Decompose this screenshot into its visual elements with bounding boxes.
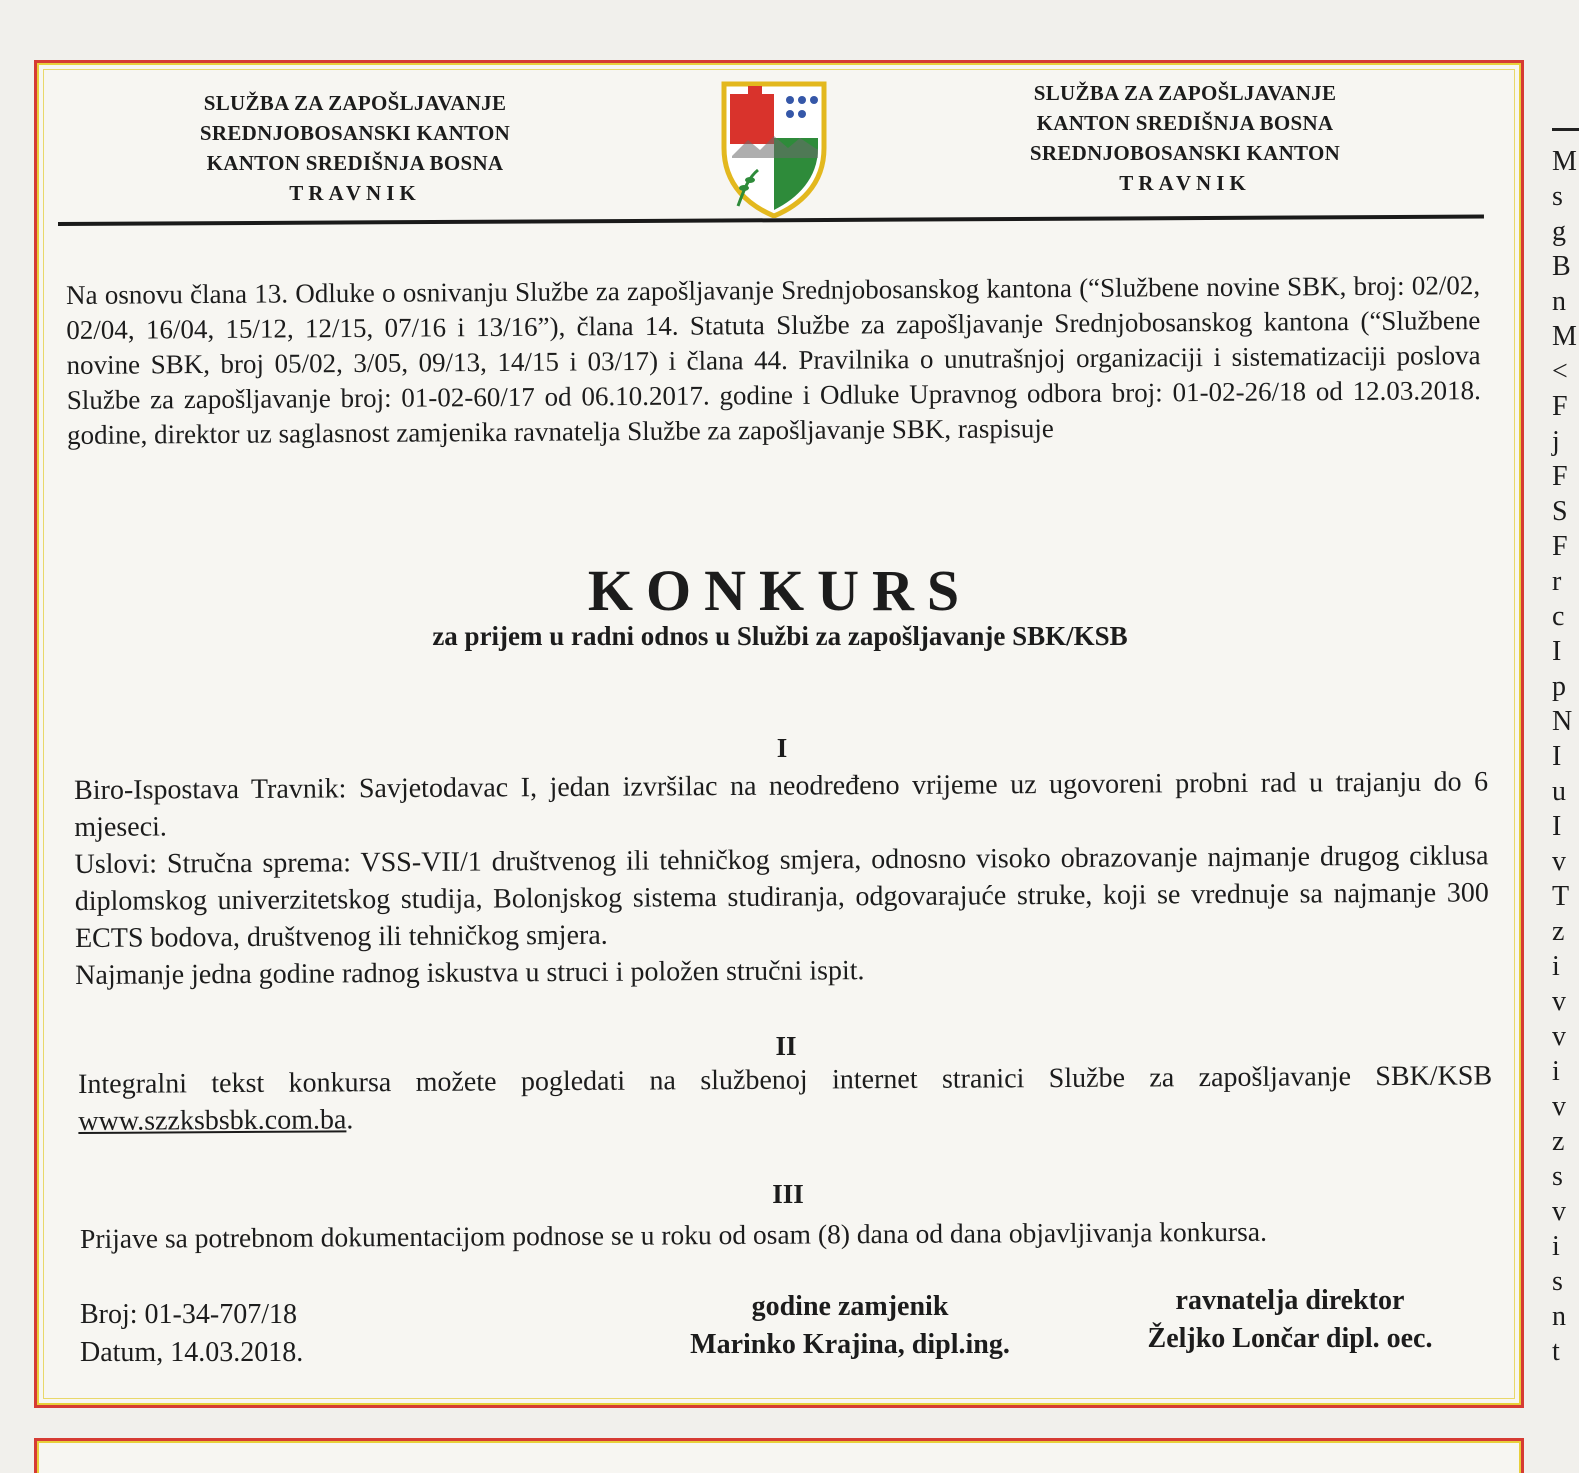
- section-2-body: [78, 1057, 1492, 1140]
- footer-reference: [80, 1296, 303, 1372]
- side-fragment-glyph: s: [1552, 1266, 1563, 1297]
- org-left-city: TRAVNIK: [289, 181, 421, 205]
- side-fragment-glyph: n: [1552, 286, 1566, 317]
- side-fragment-glyph: v: [1552, 1021, 1566, 1052]
- side-fragment-glyph: F: [1552, 461, 1568, 492]
- footer-mid-line-2: Marinko Krajina, dipl.ing.: [690, 1329, 1010, 1360]
- website-link[interactable]: www.szzksbsbk.com.ba: [78, 1104, 347, 1137]
- section-3-number: III: [772, 1179, 804, 1209]
- footer-right-line-2: Željko Lončar dipl. oec.: [1147, 1323, 1433, 1354]
- footer-signature-director: [1100, 1282, 1480, 1358]
- side-fragment-glyph: t: [1552, 1336, 1560, 1367]
- section-2-number: II: [775, 1031, 797, 1061]
- org-left-line-1: SLUŽBA ZA ZAPOŠLJAVANJE: [203, 91, 507, 115]
- canton-crest-icon: [718, 78, 830, 218]
- side-fragment-glyph: M: [1552, 146, 1577, 177]
- footer-datum: Datum, 14.03.2018.: [80, 1337, 304, 1368]
- footer-right-line-1: ravnatelja direktor: [1175, 1285, 1405, 1316]
- side-fragment-glyph: T: [1552, 881, 1570, 912]
- section-2-text: Integralni tekst konkursa možete pogledati na službenoj internet stranici Službe za zapošljavanje SBK/KSB: [78, 1060, 1493, 1100]
- side-fragment-glyph: <: [1552, 356, 1568, 387]
- side-fragment-glyph: N: [1552, 706, 1573, 737]
- side-fragment-glyph: v: [1552, 1196, 1566, 1227]
- side-fragment-glyph: S: [1552, 496, 1568, 527]
- org-right-city: TRAVNIK: [1119, 171, 1251, 195]
- side-fragment-glyph: g: [1552, 216, 1566, 247]
- side-fragment-glyph: B: [1552, 251, 1571, 282]
- side-fragment-glyph: u: [1552, 776, 1566, 807]
- section-1-position: Biro-Ispostava Travnik: Savjetodavac I, jedan izvršilac na neodređeno vrijeme uz ugovoreni probni rad u trajanju do 6 mjeseci.: [74, 766, 1489, 843]
- section-1-body: [74, 763, 1489, 994]
- side-fragment-glyph: i: [1552, 1231, 1560, 1262]
- section-1-conditions: Uslovi: Stručna sprema: VSS-VII/1 društvenog ili tehničkog smjera, odnosno visoko obrazovanje najmanje drugog ciklusa diplomskog univerzitetskog studija, Bolonjskog sistema studiranja, odgovarajuće struke, koji se vrednuje sa najmanje 300 ECTS bodova, društvenog ili tehničkog smjera.: [74, 840, 1489, 954]
- org-header-right: [985, 78, 1385, 198]
- org-right-line-2: KANTON SREDIŠNJA BOSNA: [1036, 111, 1334, 135]
- side-fragment-glyph: I: [1552, 741, 1562, 772]
- section-2-link-suffix: .: [346, 1104, 354, 1136]
- side-fragment-glyph: s: [1552, 1161, 1563, 1192]
- org-left-line-3: KANTON SREDIŠNJA BOSNA: [206, 151, 504, 175]
- org-header-left: [160, 88, 550, 208]
- section-2-text-wrap: [78, 1057, 1492, 1140]
- side-fragment-glyph: r: [1552, 566, 1562, 597]
- side-fragment-glyph: I: [1552, 811, 1562, 842]
- side-fragment-glyph: M: [1552, 321, 1577, 352]
- org-right-line-1: SLUŽBA ZA ZAPOŠLJAVANJE: [1033, 81, 1337, 105]
- side-fragment-glyph: z: [1552, 916, 1565, 947]
- side-fragment-glyph: s: [1552, 181, 1563, 212]
- intro-paragraph: Na osnovu člana 13. Odluke o osnivanju Službe za zapošljavanje Srednjobosanskog kantona (“Službene novine SBK, broj: 02/02, 02/04, 16/04, 15/12, 12/15, 07/16 i 13/16”), člana 14. Statuta Službe za zapošljavanje Srednjobosanskog kantona (“Službene novine SBK, broj 05/02, 3/05, 09/13, 14/15 i 03/17) i člana 44. Pravilnika o unutrašnjoj organizaciji i sistematizaciji poslova Službe za zapošljavanje broj: 01-02-60/17 od 06.10.2017. godine i Odluke Upravnog odbora broj: 01-02-26/18 od 12.03.2018. godine, direktor uz saglasnost zamjenika ravnatelja Službe za zapošljavanje SBK, raspisuje: [66, 270, 1481, 450]
- side-fragment-glyph: v: [1552, 1091, 1566, 1122]
- footer-signature-deputy: [640, 1288, 1060, 1364]
- side-fragment-glyph: p: [1552, 671, 1566, 702]
- section-1-number: I: [776, 733, 788, 763]
- side-fragment-glyph: F: [1552, 531, 1568, 562]
- side-fragment-glyph: i: [1552, 1056, 1560, 1087]
- side-fragment-glyph: F: [1552, 391, 1568, 422]
- side-fragment-glyph: v: [1552, 986, 1566, 1017]
- side-column-fragment: [1548, 100, 1579, 1400]
- side-fragment-glyph: I: [1552, 636, 1562, 667]
- footer-mid-line-1: godine zamjenik: [751, 1291, 949, 1322]
- org-right-line-3: SREDNJOBOSANSKI KANTON: [1029, 141, 1341, 165]
- side-fragment-glyph: c: [1552, 601, 1565, 632]
- side-fragment-glyph: v: [1552, 846, 1566, 877]
- footer-broj: Broj: 01-34-707/18: [80, 1299, 297, 1330]
- side-fragment-glyph: j: [1552, 426, 1560, 457]
- org-left-line-2: SREDNJOBOSANSKI KANTON: [199, 121, 511, 145]
- section-3-body: Prijave sa potrebnom dokumentacijom podnose se u roku od osam (8) dana od dana objavljivanja konkursa.: [80, 1215, 1267, 1254]
- next-ad-frame: [34, 1438, 1524, 1473]
- document-title: KONKURS: [587, 558, 973, 623]
- document-subtitle: za prijem u radni odnos u Službi za zapošljavanje SBK/KSB: [432, 621, 1128, 651]
- side-fragment-glyph: z: [1552, 1126, 1565, 1157]
- side-fragment-glyph: n: [1552, 1301, 1566, 1332]
- side-fragment-glyph: i: [1552, 951, 1560, 982]
- section-1-experience: Najmanje jedna godine radnog iskustva u struci i položen stručni ispit.: [75, 955, 865, 991]
